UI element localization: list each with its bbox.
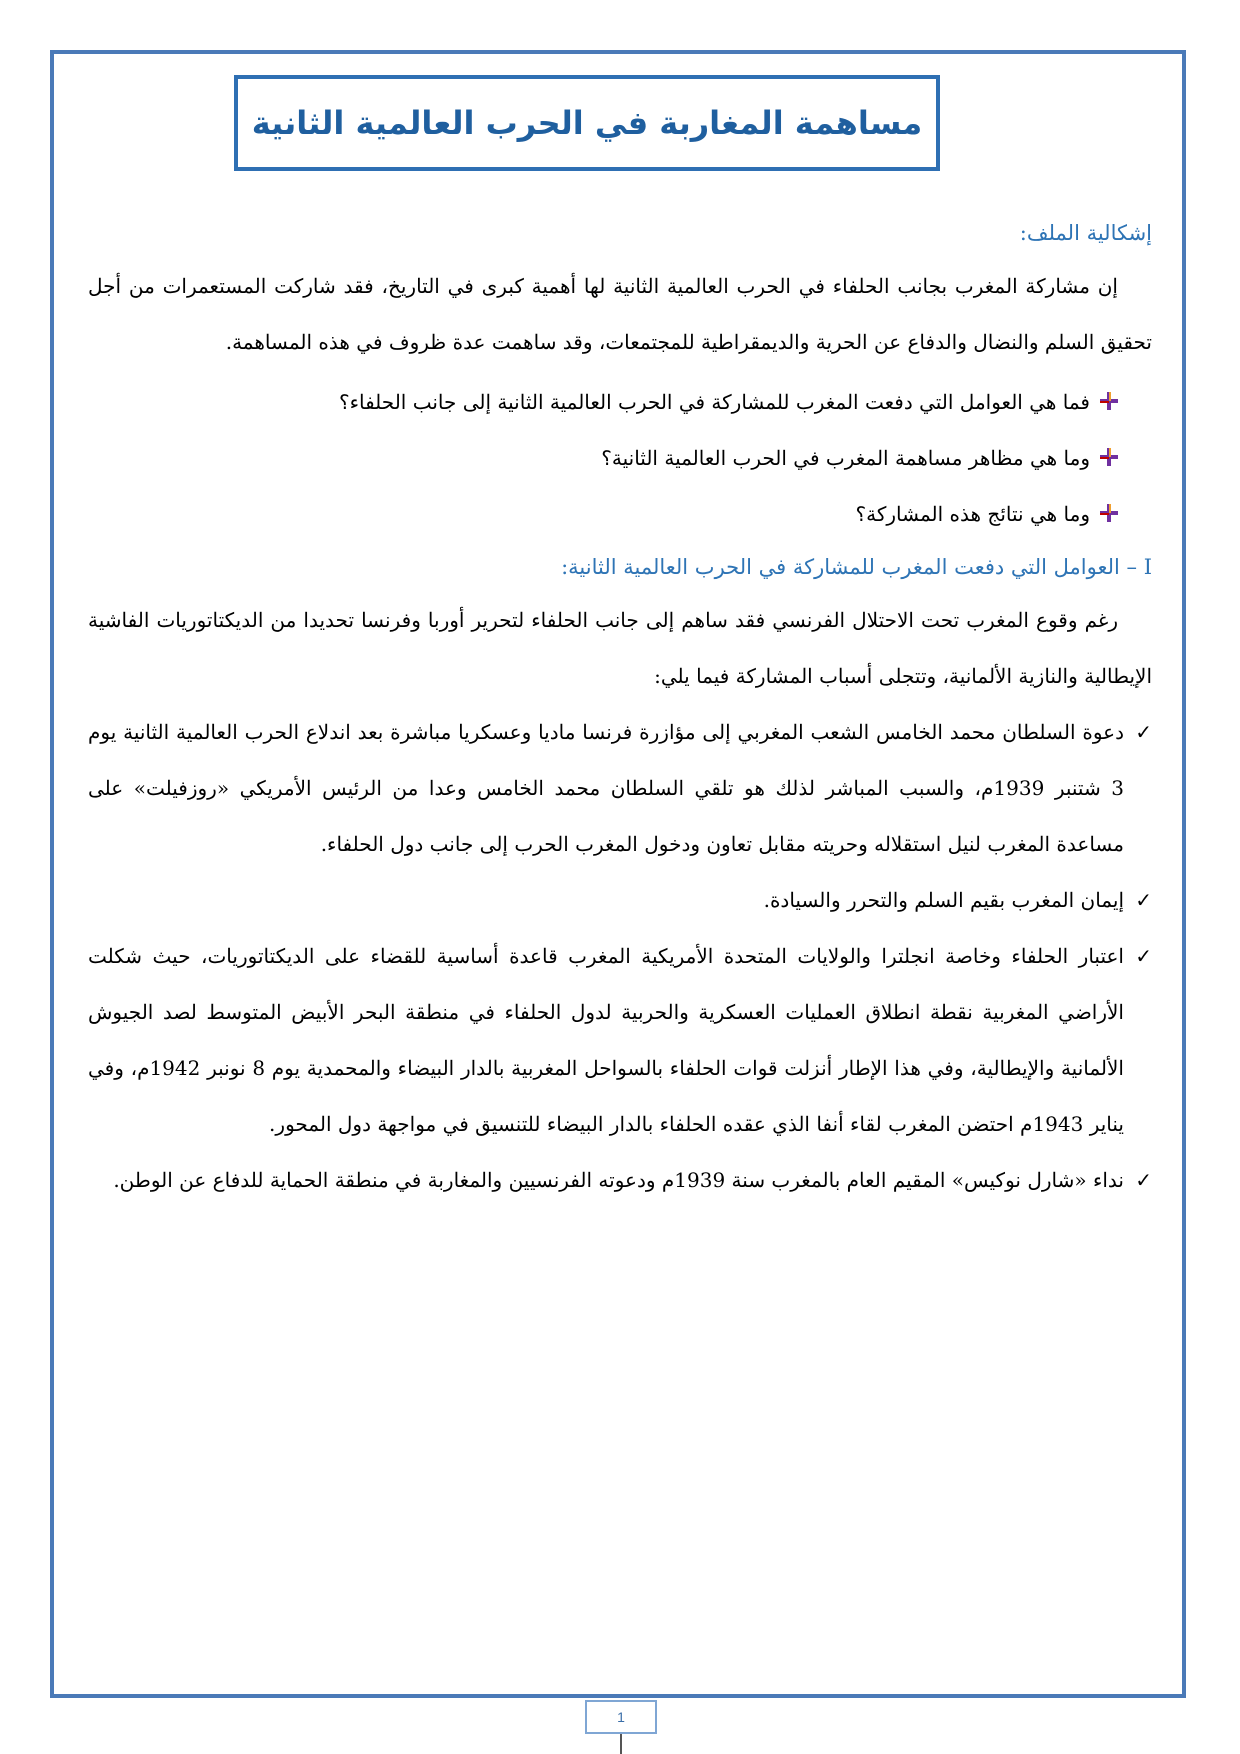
question-item [88, 486, 1152, 542]
checkmark-icon: ✓ [1135, 720, 1152, 744]
section-heading: I – العوامل التي دفعت المغرب للمشاركة في الحرب العالمية الثانية: [561, 555, 1152, 579]
intro-paragraph: إن مشاركة المغرب بجانب الحلفاء في الحرب العالمية الثانية لها أهمية كبرى في التاريخ، فقد شاركت المستعمرات من أجل تحقيق السلم والنضال والدفاع عن الحرية والديمقراطية للمجتمعات، وقد ساهمت عدة ظروف في هذه المساهمة. [88, 274, 1152, 354]
checkmark-icon: ✓ [1135, 1168, 1152, 1192]
factor-item [88, 928, 1152, 1152]
document-title: مساهمة المغاربة في الحرب العالمية الثانية [251, 104, 923, 142]
problem-heading: إشكالية الملف: [1019, 221, 1152, 245]
plus-bullet-icon [1100, 504, 1118, 522]
question-item [88, 430, 1152, 486]
question-text: فما هي العوامل التي دفعت المغرب للمشاركة في الحرب العالمية الثانية إلى جانب الحلفاء؟ [338, 390, 1090, 414]
factor-item [88, 1152, 1152, 1208]
section-paragraph: رغم وقوع المغرب تحت الاحتلال الفرنسي فقد ساهم إلى جانب الحلفاء لتحرير أوربا وفرنسا تحديدا من الديكتاتوريات الفاشية الإيطالية والنازية الألمانية، وتتجلى أسباب المشاركة فيما يلي: [88, 608, 1152, 688]
factor-text: إيمان المغرب بقيم السلم والتحرر والسيادة. [763, 888, 1124, 912]
factor-text: نداء «شارل نوكيس» المقيم العام بالمغرب سنة 1939م ودعوته الفرنسيين والمغاربة في منطقة الحماية للدفاع عن الوطن. [113, 1168, 1124, 1192]
plus-bullet-icon [1100, 448, 1118, 466]
checkmark-icon: ✓ [1135, 888, 1152, 912]
factor-item [88, 704, 1152, 872]
factor-text: دعوة السلطان محمد الخامس الشعب المغربي إلى مؤازرة فرنسا ماديا وعسكريا مباشرة بعد اندلاع الحرب العالمية الثانية يوم 3 شتنبر 1939م، والسبب المباشر لذلك هو تلقي السلطان محمد الخامس وعدا من الرئيس الأمريكي «روزفيلت» على مساعدة المغرب لنيل استقلاله وحريته مقابل تعاون ودخول المغرب الحرب إلى جانب دول الحلفاء. [88, 720, 1124, 856]
question-text: وما هي نتائج هذه المشاركة؟ [855, 502, 1090, 526]
document-body [88, 208, 1152, 1208]
question-item [88, 374, 1152, 430]
checkmark-icon: ✓ [1135, 944, 1152, 968]
page-number-stem [620, 1734, 622, 1754]
plus-bullet-icon [1100, 392, 1118, 410]
page-number: 1 [585, 1700, 657, 1734]
factor-item [88, 872, 1152, 928]
question-text: وما هي مظاهر مساهمة المغرب في الحرب العالمية الثانية؟ [601, 446, 1090, 470]
title-box [234, 75, 940, 171]
factor-text: اعتبار الحلفاء وخاصة انجلترا والولايات المتحدة الأمريكية المغرب قاعدة أساسية للقضاء على الديكتاتوريات، حيث شكلت الأراضي المغربية نقطة انطلاق العمليات العسكرية والحربية لدول الحلفاء في منطقة البحر الأبيض المتوسط لصد الجيوش الألمانية والإيطالية، وفي هذا الإطار أنزلت قوات الحلفاء بالسواحل المغربية بالدار البيضاء والمحمدية يوم 8 نونبر 1942م، وفي يناير 1943م احتضن المغرب لقاء أنفا الذي عقده الحلفاء بالدار البيضاء للتنسيق في مواجهة دول المحور. [88, 944, 1124, 1136]
